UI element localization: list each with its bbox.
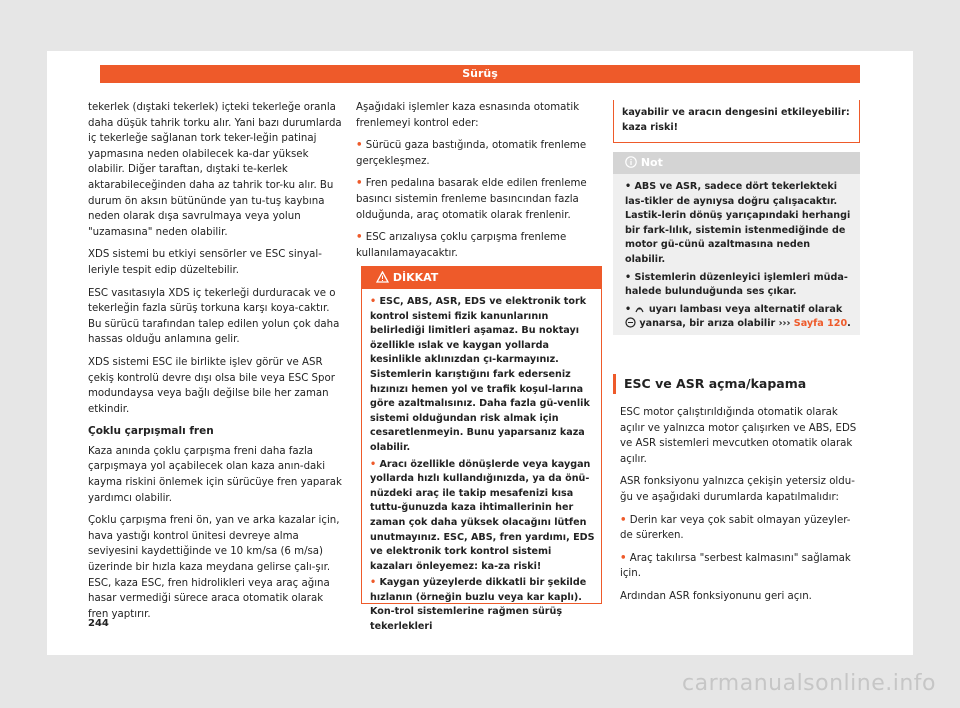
paragraph: ASR fonksiyonu yalnızca çekişin yetersiz oldu-ğu ve aşağıdaki durumlarda kapatılmalıdır:: [620, 476, 855, 503]
warning-continuation: kayabilir ve aracın dengesini etkileyebilir: kaza riski!: [613, 100, 860, 143]
paragraph: tekerlek (dıştaki tekerlek) içteki tekerleğe oranla daha düşük tahrik torku alır. Yani bazı durumlarda iç tekerleğe sağlanan tork teker-leğin patinaj yapmasına neden olabilecek ka-dar yüksek olabilir. Diğer taraftan, dıştaki te-kerlek aktarabileceğinden daha az tahrik tor-ku alır. Bu durum ön aksın bütününde yan tu-tuş kaybına neden olarak dışa savrulmaya veya yolun "uzamasına" neden olabilir.: [88, 102, 342, 238]
bullet-item: • uyarı lambası veya alternatif olarak yanarsa, bir arıza olabilir ››› Sayfa 120.: [625, 303, 851, 330]
bullet-icon: •: [625, 181, 632, 192]
bullet-item: • Sistemlerin düzenleyici işlemleri müda-halede bulunduğunda ses çıkar.: [625, 271, 848, 298]
column-left: [88, 100, 344, 629]
paragraph: ESC vasıtasıyla XDS iç tekerleği durduracak ve o tekerleğin fazla sürüş torkuna karşı koya-caktır. Bu sürücü tarafından talep edilen yolun çok daha hassas olduğu anlamına gelir.: [88, 287, 340, 346]
bullet-icon: •: [356, 232, 363, 244]
warning-body: [362, 289, 601, 635]
paragraph: Kaza anında çoklu çarpışma freni daha fazla çarpışmaya yol açabilecek olan kaza anın-daki kayma riskini önlemek için sürücüye fren yaparak yardımcı olabilir.: [88, 445, 342, 504]
bullet-item: • ESC, ABS, ASR, EDS ve elektronik tork kontrol sistemi fizik kanunlarının belirlediği limitleri aşamaz. Bu noktayı özellikle ıslak ve kaygan yollarda kesinlikle aklınızdan çı-karmayınız. Sistemlerin karıştığını fark ederseniz hızınızı hemen yol ve trafik koşul-larına göre azaltmalısınız. Daha fazla gü-venlik sistemi olduğundan risk almak için cesaretlenmeyin. Bunu yaparsanız kaza olabilir.: [370, 296, 590, 453]
subheading: Çoklu çarpışmalı fren: [88, 425, 214, 438]
paragraph: Çoklu çarpışma freni ön, yan ve arka kazalar için, hava yastığı kontrol ünitesi devreye alma seviyesini kaydettiğinde ve 10 km/sa (6 m/sa) üzerinde bir hızla kaza meydana gelirse çalı-şır. ESC, kaza ESC, fren hidrolikleri veya araç ağına hasar vermediği sürece araca otomatik olarak fren yaptırır.: [88, 515, 340, 620]
note-body: [613, 174, 860, 332]
paragraph: XDS sistemi ESC ile birlikte işlev görür ve ASR çekiş kontrolü devre dışı olsa bile veya ESC Spor modundaysa veya bağlı değilse bile her zaman etkindir.: [88, 356, 335, 415]
warning-box: [361, 266, 602, 633]
bullet-icon: •: [625, 271, 632, 283]
chapter-header: Sürüş: [100, 65, 860, 83]
bullet-item: • Sürücü gaza bastığında, otomatik frenleme gerçekleşmez.: [356, 140, 587, 167]
paragraph: Aşağıdaki işlemler kaza esnasında otomatik frenlemeyi kontrol eder:: [356, 102, 580, 129]
bullet-icon: •: [370, 577, 377, 589]
bullet-item: • Kaygan yüzeylerde dikkatli bir şekilde hızlanın (örneğin buzlu veya kar kaplı). Kon-trol sistemlerine rağmen sürüş tekerlekleri: [370, 577, 587, 633]
asr-warning-light-icon: [625, 317, 636, 328]
bullet-icon: •: [620, 552, 627, 564]
watermark: carmanualsonline.info: [682, 671, 936, 696]
bullet-icon: •: [370, 458, 377, 470]
note-header: [613, 152, 860, 174]
warning-title: DİKKAT: [392, 271, 439, 284]
section-title: ESC ve ASR açma/kapama: [613, 374, 871, 394]
note-title: Not: [640, 156, 663, 169]
bullet-item: • Derin kar veya çok sabit olmayan yüzeyler-de sürerken.: [620, 514, 851, 542]
bullet-icon: •: [356, 178, 363, 190]
bullet-item: • ESC arızalıysa çoklu çarpışma frenleme kullanılamayacaktır.: [356, 232, 567, 259]
paragraph: XDS sistemi bu etkiyi sensörler ve ESC sinyal-leriyle tespit edip düzeltebilir.: [88, 249, 322, 276]
paragraph: ESC motor çalıştırıldığında otomatik olarak açılır ve yalnızca motor çalışırken ve ABS, EDS ve ASR sistemleri mevcutken otomatik olarak açılır.: [620, 407, 857, 465]
paragraph: Ardından ASR fonksiyonunu geri açın.: [620, 590, 812, 602]
column-middle: [356, 100, 601, 268]
bullet-icon: •: [356, 140, 363, 152]
page-number: 244: [88, 618, 109, 629]
bullet-item: • Fren pedalına basarak elde edilen frenleme basıncı sistemin frenleme basıncından fazla olduğunda, araç otomatik olarak frenlenir.: [356, 178, 587, 221]
bullet-icon: •: [625, 303, 632, 315]
page-link[interactable]: Sayfa 120: [793, 318, 848, 330]
note-box: [613, 152, 860, 335]
bullet-item: • ABS ve ASR, sadece dört tekerlekteki las-tikler de aynıysa doğru çalışacaktır. Lastik-lerin dönüş yarıçapındaki herhangi bir fark-lılık, sistemin istenmediğinde de motor gü-cünü azaltmasına neden olabilir.: [625, 181, 851, 265]
column-right-section: [620, 405, 860, 612]
warning-triangle-icon: [376, 271, 389, 283]
bullet-item: • Aracı özellikle dönüşlerde veya kaygan yollarda hızlı kullandığınızda, ya da önü-nüzdeki araç ile takip mesafenizi kısa tuttu-ğunuzda kaza ihtimallerinin her zaman çok daha yüksek olacağını lütfen unutmayınız. ESC, ABS, fren yardımı, EDS ve elektronik tork kontrol sistemi kazaları önleyemez: ka-za riski!: [370, 458, 595, 572]
bullet-icon: •: [370, 296, 377, 307]
esc-warning-light-icon: [634, 303, 645, 314]
warning-header: [362, 267, 601, 289]
bullet-item: • Araç takılırsa "serbest kalmasını" sağlamak için.: [620, 552, 851, 580]
bullet-icon: •: [620, 514, 627, 526]
info-icon: [625, 156, 637, 168]
